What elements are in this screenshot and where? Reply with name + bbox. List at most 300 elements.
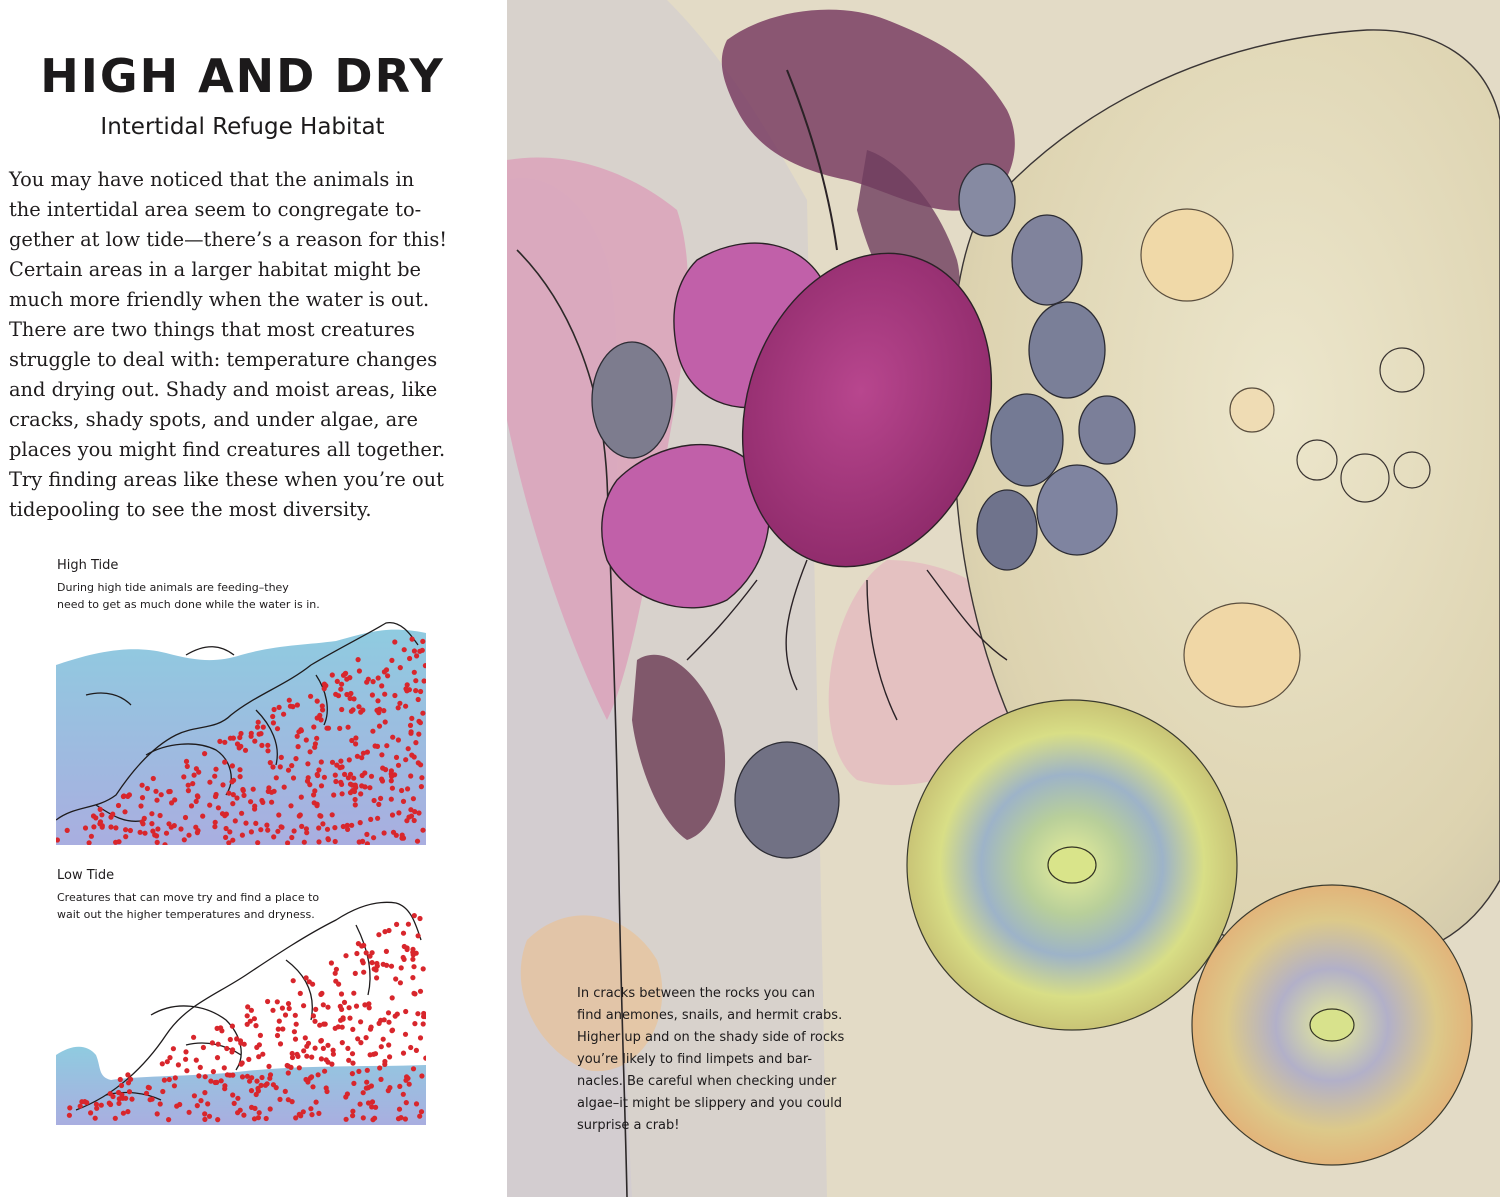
creature-dot <box>154 833 159 838</box>
creature-dot <box>186 788 191 793</box>
creature-dot <box>142 831 147 836</box>
creature-dot <box>399 965 404 970</box>
creature-dot <box>423 1056 426 1061</box>
creature-dot <box>419 775 424 780</box>
creature-dot <box>341 824 346 829</box>
creature-dot <box>380 766 385 771</box>
creature-dot <box>257 732 262 737</box>
creature-dot <box>91 824 96 829</box>
creature-dot <box>118 1077 123 1082</box>
creature-dot <box>122 809 127 814</box>
creature-dot <box>308 1106 313 1111</box>
creature-dot <box>318 814 323 819</box>
creature-dot <box>351 991 356 996</box>
creature-dot <box>319 717 324 722</box>
creature-dot <box>155 840 160 845</box>
limpet <box>1184 603 1300 707</box>
creature-dot <box>347 757 352 762</box>
creature-dot <box>239 811 244 816</box>
creature-dot <box>176 1062 181 1067</box>
creature-dot <box>304 830 309 835</box>
creature-dot <box>301 1003 306 1008</box>
creature-dot <box>310 1084 315 1089</box>
creature-dot <box>198 1098 203 1103</box>
creature-dot <box>265 1081 270 1086</box>
creature-dot <box>396 810 401 815</box>
creature-dot <box>129 1097 134 1102</box>
creature-dot <box>286 1063 291 1068</box>
creature-dot <box>127 1089 132 1094</box>
creature-dot <box>212 774 217 779</box>
creature-dot <box>277 1097 282 1102</box>
creature-dot <box>420 828 425 833</box>
creature-dot <box>278 1041 283 1046</box>
creature-dot <box>305 779 310 784</box>
creature-dot <box>415 1011 420 1016</box>
creature-dot <box>230 763 235 768</box>
creature-dot <box>364 950 369 955</box>
creature-dot <box>223 835 228 840</box>
creature-dot <box>222 1065 227 1070</box>
creature-dot <box>350 1113 355 1118</box>
creature-dot <box>266 789 271 794</box>
creature-dot <box>271 720 276 725</box>
creature-dot <box>371 835 376 840</box>
creature-dot <box>339 682 344 687</box>
creature-dot <box>379 752 384 757</box>
body-line: and drying out. Shady and moist areas, like <box>9 378 438 401</box>
body-line: tidepooling to see the most diversity. <box>9 498 372 521</box>
creature-dot <box>365 1068 370 1073</box>
creature-dot <box>316 839 321 844</box>
creature-dot <box>360 958 365 963</box>
creature-dot <box>265 743 270 748</box>
creature-dot <box>248 799 253 804</box>
creature-dot <box>417 916 422 921</box>
creature-dot <box>317 713 322 718</box>
mussel <box>1037 465 1117 555</box>
creature-dot <box>369 1104 374 1109</box>
creature-dot <box>330 760 335 765</box>
page-subtitle: Intertidal Refuge Habitat <box>100 114 385 140</box>
creature-dot <box>322 1069 327 1074</box>
creature-dot <box>189 803 194 808</box>
caption-line: In cracks between the rocks you can <box>577 986 816 1001</box>
creature-dot <box>224 1046 229 1051</box>
creature-dot <box>341 673 346 678</box>
creature-dot <box>351 1081 356 1086</box>
creature-dot <box>319 1038 324 1043</box>
creature-dot <box>268 1072 273 1077</box>
creature-dot <box>376 802 381 807</box>
low-tide-heading: Low Tide <box>57 868 115 883</box>
creature-dot <box>356 704 361 709</box>
creature-dot <box>226 791 231 796</box>
creature-dot <box>409 716 414 721</box>
creature-dot <box>190 781 195 786</box>
creature-dot <box>98 807 103 812</box>
creature-dot <box>276 812 281 817</box>
creature-dot <box>278 764 283 769</box>
creature-dot <box>252 1016 257 1021</box>
creature-dot <box>230 801 235 806</box>
creature-dot <box>338 780 343 785</box>
creature-dot <box>386 928 391 933</box>
creature-dot <box>391 830 396 835</box>
creature-dot <box>310 982 315 987</box>
creature-dot <box>390 812 395 817</box>
creature-dot <box>186 833 191 838</box>
creature-dot <box>386 1010 391 1015</box>
creature-dot <box>187 1110 192 1115</box>
low-tide-description: Creatures that can move try and find a place to <box>57 891 320 904</box>
creature-dot <box>382 692 387 697</box>
snail-shell <box>592 342 672 458</box>
mussel <box>977 490 1037 570</box>
creature-dot <box>99 812 104 817</box>
creature-dot <box>419 1073 424 1078</box>
creature-dot <box>403 1009 408 1014</box>
creature-dot <box>289 763 294 768</box>
creature-dot <box>371 679 376 684</box>
creature-dot <box>309 1074 314 1079</box>
creature-dot <box>350 1051 355 1056</box>
creature-dot <box>107 1101 112 1106</box>
creature-dot <box>116 803 121 808</box>
creature-dot <box>182 837 187 842</box>
caption-line: nacles. Be careful when checking under <box>577 1074 837 1089</box>
creature-dot <box>255 1086 260 1091</box>
creature-dot <box>246 1057 251 1062</box>
high-tide-heading: High Tide <box>57 558 119 573</box>
creature-dot <box>116 1090 121 1095</box>
creature-dot <box>264 1116 269 1121</box>
creature-dot <box>108 824 113 829</box>
creature-dot <box>291 978 296 983</box>
limpet <box>1230 388 1274 432</box>
creature-dot <box>229 1049 234 1054</box>
creature-dot <box>82 1099 87 1104</box>
creature-dot <box>340 791 345 796</box>
creature-dot <box>346 725 351 730</box>
creature-dot <box>167 1077 172 1082</box>
creature-dot <box>305 761 310 766</box>
creature-dot <box>235 1110 240 1115</box>
creature-dot <box>256 1115 261 1120</box>
creature-dot <box>403 1032 408 1037</box>
creature-dot <box>338 765 343 770</box>
creature-dot <box>159 792 164 797</box>
creature-dot <box>332 825 337 830</box>
creature-dot <box>93 1116 98 1121</box>
creature-dot <box>214 792 219 797</box>
creature-dot <box>302 840 307 845</box>
creature-dot <box>418 989 423 994</box>
body-line: struggle to deal with: temperature changes <box>9 348 438 371</box>
creature-dot <box>379 683 384 688</box>
creature-dot <box>249 1088 254 1093</box>
creature-dot <box>186 783 191 788</box>
creature-dot <box>202 1090 207 1095</box>
creature-dot <box>331 1048 336 1053</box>
creature-dot <box>261 725 266 730</box>
creature-dot <box>358 791 363 796</box>
creature-dot <box>240 833 245 838</box>
creature-dot <box>411 1066 416 1071</box>
creature-dot <box>378 1077 383 1082</box>
creature-dot <box>397 701 402 706</box>
creature-dot <box>397 1107 402 1112</box>
creature-dot <box>283 1089 288 1094</box>
creature-dot <box>339 991 344 996</box>
creature-dot <box>389 964 394 969</box>
creature-dot <box>205 1101 210 1106</box>
creature-dot <box>420 711 425 716</box>
creature-dot <box>412 670 417 675</box>
creature-dot <box>210 1040 215 1045</box>
creature-dot <box>241 793 246 798</box>
creature-dot <box>279 824 284 829</box>
creature-dot <box>271 1082 276 1087</box>
anemone-mouth <box>1048 847 1096 883</box>
creature-dot <box>325 1005 330 1010</box>
creature-dot <box>304 1044 309 1049</box>
creature-dot <box>394 755 399 760</box>
creature-dot <box>166 789 171 794</box>
creature-dot <box>420 639 425 644</box>
creature-dot <box>321 1002 326 1007</box>
creature-dot <box>125 1109 130 1114</box>
creature-dot <box>99 1103 104 1108</box>
creature-dot <box>401 799 406 804</box>
caption-line: find anemones, snails, and hermit crabs. <box>577 1008 843 1023</box>
creature-dot <box>378 1018 383 1023</box>
creature-dot <box>286 1001 291 1006</box>
high-tide-description: need to get as much done while the water is in. <box>57 598 320 611</box>
creature-dot <box>78 1104 83 1109</box>
creature-dot <box>252 806 257 811</box>
creature-dot <box>277 1019 282 1024</box>
creature-dot <box>375 816 380 821</box>
creature-dot <box>241 1113 246 1118</box>
creature-dot <box>397 1084 402 1089</box>
creature-dot <box>216 1042 221 1047</box>
creature-dot <box>398 665 403 670</box>
creature-dot <box>384 963 389 968</box>
creature-dot <box>333 971 338 976</box>
creature-dot <box>392 693 397 698</box>
creature-dot <box>421 1021 426 1026</box>
creature-dot <box>348 696 353 701</box>
creature-dot <box>315 772 320 777</box>
creature-dot <box>127 792 132 797</box>
creature-dot <box>416 760 421 765</box>
creature-dot <box>299 795 304 800</box>
creature-dot <box>342 1000 347 1005</box>
creature-dot <box>279 755 284 760</box>
creature-dot <box>293 1013 298 1018</box>
creature-dot <box>337 726 342 731</box>
creature-dot <box>218 1025 223 1030</box>
creature-dot <box>301 1109 306 1114</box>
creature-dot <box>412 648 417 653</box>
creature-dot <box>283 1012 288 1017</box>
creature-dot <box>364 832 369 837</box>
creature-dot <box>344 1117 349 1122</box>
creature-dot <box>295 1052 300 1057</box>
creature-dot <box>268 1106 273 1111</box>
creature-dot <box>121 794 126 799</box>
creature-dot <box>280 1006 285 1011</box>
creature-dot <box>301 1048 306 1053</box>
creature-dot <box>350 1071 355 1076</box>
creature-dot <box>369 774 374 779</box>
creature-dot <box>366 677 371 682</box>
creature-dot <box>293 756 298 761</box>
creature-dot <box>369 1025 374 1030</box>
creature-dot <box>401 1051 406 1056</box>
creature-dot <box>297 1065 302 1070</box>
creature-dot <box>245 1022 250 1027</box>
creature-dot <box>330 672 335 677</box>
creature-dot <box>342 772 347 777</box>
creature-dot <box>296 744 301 749</box>
creature-dot <box>151 776 156 781</box>
snail-shell <box>735 742 839 858</box>
creature-dot <box>367 785 372 790</box>
mussel <box>991 394 1063 486</box>
creature-dot <box>364 1035 369 1040</box>
creature-dot <box>249 829 254 834</box>
creature-dot <box>67 1105 72 1110</box>
creature-dot <box>404 818 409 823</box>
creature-dot <box>145 786 150 791</box>
creature-dot <box>353 735 358 740</box>
creature-dot <box>251 787 256 792</box>
low-tide-description: wait out the higher temperatures and dryness. <box>57 908 315 921</box>
creature-dot <box>316 767 321 772</box>
creature-dot <box>350 1027 355 1032</box>
creature-dot <box>192 1093 197 1098</box>
creature-dot <box>382 669 387 674</box>
creature-dot <box>237 767 242 772</box>
creature-dot <box>320 703 325 708</box>
creature-dot <box>149 811 154 816</box>
creature-dot <box>319 783 324 788</box>
creature-dot <box>286 768 291 773</box>
body-line: Certain areas in a larger habitat might be <box>9 258 422 281</box>
creature-dot <box>370 692 375 697</box>
creature-dot <box>259 743 264 748</box>
creature-dot <box>414 653 419 658</box>
creature-dot <box>231 778 236 783</box>
creature-dot <box>347 1005 352 1010</box>
low-tide-diagram <box>56 895 426 1125</box>
creature-dot <box>390 735 395 740</box>
creature-dot <box>181 774 186 779</box>
page-title: HIGH AND DRY <box>40 49 445 103</box>
creature-dot <box>333 692 338 697</box>
creature-dot <box>401 955 406 960</box>
creature-dot <box>416 933 421 938</box>
creature-dot <box>349 823 354 828</box>
creature-dot <box>230 838 235 843</box>
creature-dot <box>348 790 353 795</box>
creature-dot <box>324 1089 329 1094</box>
creature-dot <box>394 922 399 927</box>
creature-dot <box>140 819 145 824</box>
creature-dot <box>299 824 304 829</box>
creature-dot <box>354 951 359 956</box>
creature-dot <box>321 1022 326 1027</box>
creature-dot <box>292 828 297 833</box>
creature-dot <box>288 803 293 808</box>
creature-dot <box>234 1036 239 1041</box>
creature-dot <box>230 1024 235 1029</box>
creature-dot <box>149 821 154 826</box>
body-line: the intertidal area seem to congregate to- <box>9 198 422 221</box>
creature-dot <box>315 802 320 807</box>
creature-dot <box>198 1065 203 1070</box>
creature-dot <box>393 1014 398 1019</box>
creature-dot <box>140 795 145 800</box>
creature-dot <box>316 1111 321 1116</box>
creature-dot <box>286 1097 291 1102</box>
creature-dot <box>144 1091 149 1096</box>
creature-dot <box>412 913 417 918</box>
body-line: Try finding areas like these when you’re out <box>9 468 444 491</box>
creature-dot <box>269 800 274 805</box>
creature-dot <box>418 720 423 725</box>
body-line: You may have noticed that the animals in <box>9 168 415 191</box>
creature-dot <box>249 1105 254 1110</box>
creature-dot <box>357 668 362 673</box>
creature-dot <box>359 755 364 760</box>
creature-dot <box>177 1102 182 1107</box>
creature-dot <box>146 1085 151 1090</box>
creature-dot <box>319 759 324 764</box>
creature-dot <box>404 1100 409 1105</box>
creature-dot <box>207 1114 212 1119</box>
creature-dot <box>410 637 415 642</box>
creature-dot <box>389 774 394 779</box>
creature-dot <box>309 1055 314 1060</box>
creature-dot <box>194 766 199 771</box>
left-page <box>0 0 505 1197</box>
creature-dot <box>403 757 408 762</box>
creature-dot <box>313 1046 318 1051</box>
creature-dot <box>381 1037 386 1042</box>
creature-dot <box>412 1021 417 1026</box>
creature-dot <box>411 796 416 801</box>
creature-dot <box>207 780 212 785</box>
creature-dot <box>158 813 163 818</box>
creature-dot <box>201 1045 206 1050</box>
creature-dot <box>375 744 380 749</box>
creature-dot <box>345 1046 350 1051</box>
creature-dot <box>412 754 417 759</box>
creature-dot <box>171 1046 176 1051</box>
creature-dot <box>383 719 388 724</box>
creature-dot <box>231 736 236 741</box>
creature-dot <box>265 999 270 1004</box>
creature-dot <box>414 1101 419 1106</box>
creature-dot <box>408 807 413 812</box>
creature-dot <box>166 1117 171 1122</box>
creature-dot <box>379 777 384 782</box>
creature-dot <box>172 797 177 802</box>
creature-dot <box>338 687 343 692</box>
